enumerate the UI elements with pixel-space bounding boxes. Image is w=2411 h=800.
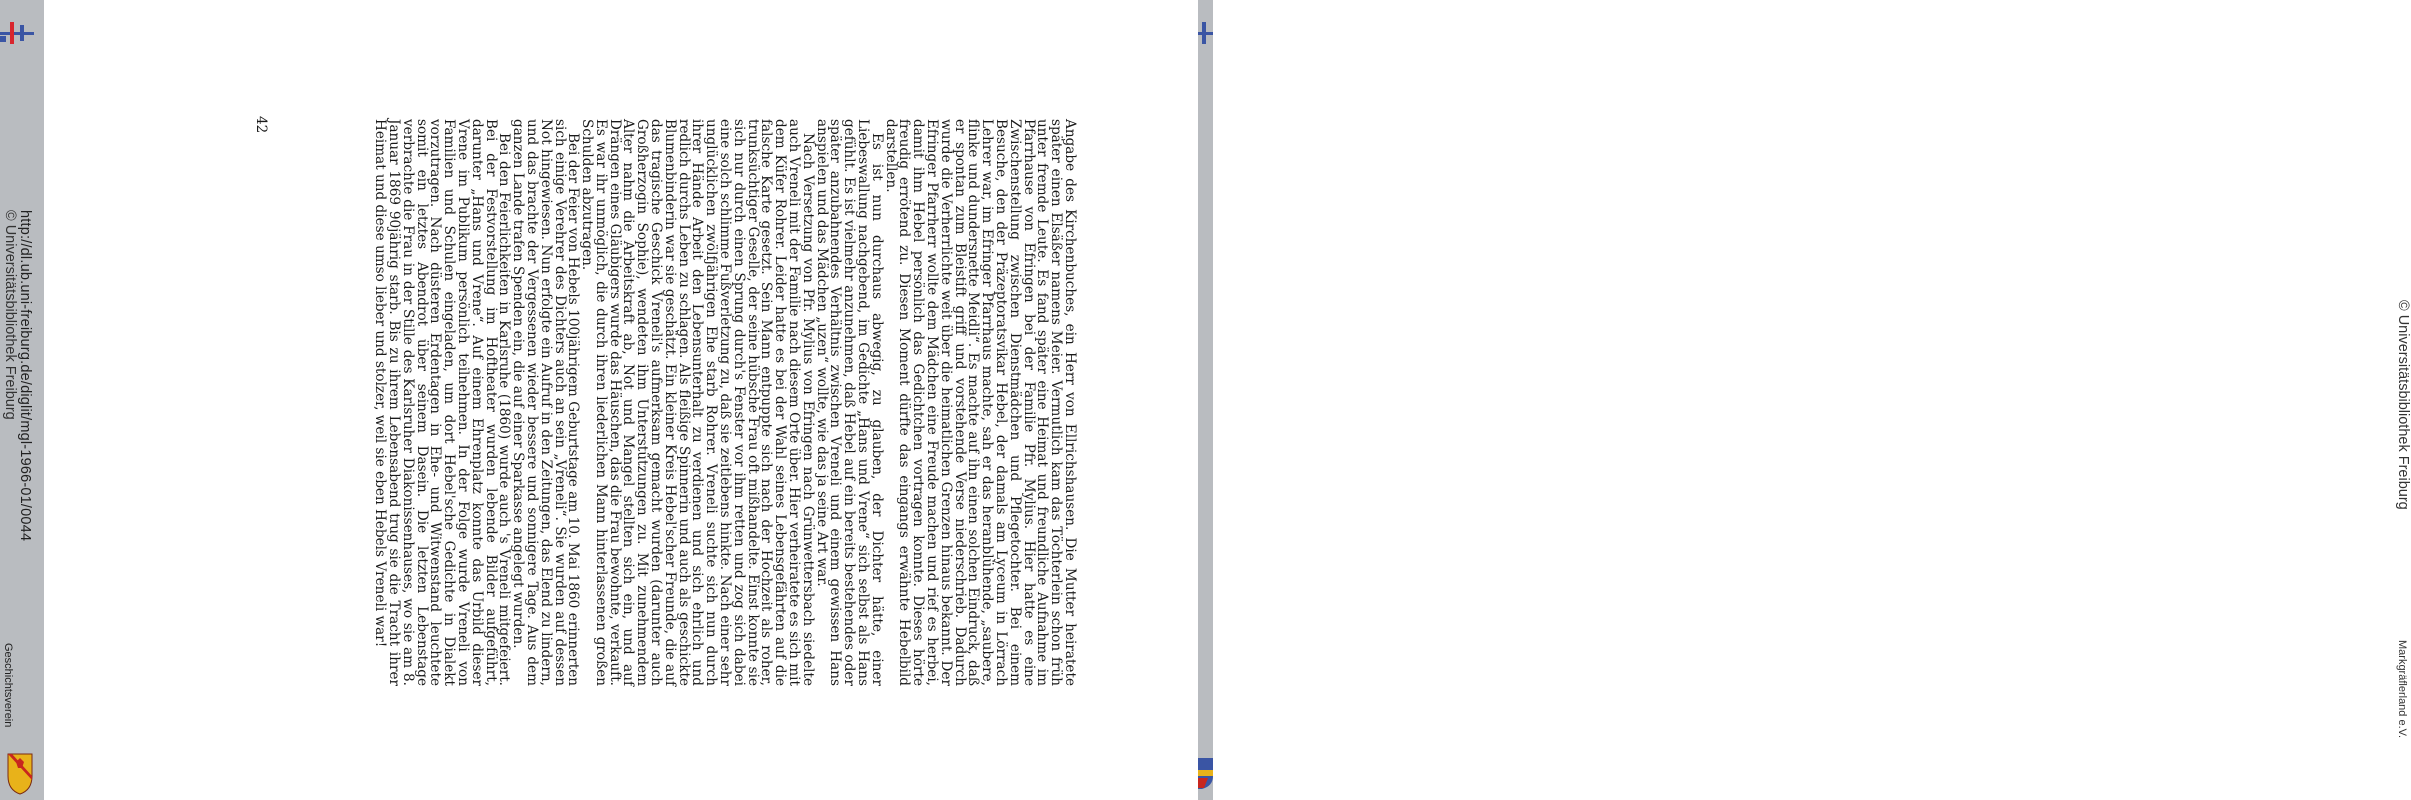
copyright-notice: © Universitätsbibliothek Freiburg bbox=[2, 210, 18, 420]
society-label: Geschichtsverein bbox=[2, 643, 14, 728]
viewer-url[interactable]: http://dl.ub.uni-freiburg.de/diglit/mgl-1966-01/0044 bbox=[17, 210, 33, 542]
right-copyright-notice: © Universitätsbibliothek Freiburg bbox=[2395, 300, 2411, 510]
society-crest-icon bbox=[2, 750, 38, 796]
paragraph: Angabe des Kirchenbuches, ein Herr von Ellrichshausen. Die Mutter heiratete später einen Elsäßer namens Meier. Vermutlich kam das Töchterlein schon früh unter fremde Leute. Es fand später eine Heimat und freundliche Aufnahme im Pfarrhause von Efringen bei der Familie Pfr. Mylius. Hier hatte es eine Zwischenstellung zwischen Dienstmädchen und Pflegetochter. Bei einem Besuche, den der Präzeptoratsvikar Hebel, der damals am Lyceum in Lörrach Lehrer war, im Efringer Pfarrhaus machte, sah er das heranblühende, „saubere, flinke und dundersnette Meidli“. Es machte auf ihn einen solchen Eindruck, daß er spontan zum Bleistift griff und vorstehende Verse niederschrieb. Dadurch wurde die Verherrlichte weit über die heimatlichen Grenzen hinaus bekannt. Der Efringer Pfarrherr wollte dem Mädchen eine Freude machen und rief es herbei, damit ihm Hebel persönlich das Gedichtchen vortragen konnte. Dieses hörte freudig errötend zu. Diesen Moment dürfte das eingangs erwähnte Hebelbild darstellen. bbox=[882, 119, 1078, 686]
paragraph: Bei den Feierlichkeiten in Karlsruhe (1860) wurde auch 's Vreneli mitgefeiert. Bei der Festvorstellung im Hoftheater wurden lebende Bilder aufgeführt, darunter „Hans und Vrene“. Auf einem Ehrenplatz konnte das Urbild dieser Vrene im Publikum persönlich teilnehmen. In der Folge wurde Vreneli von Familien und Schulen eingeladen, um dort Hebel'sche Gedichte in Dialekt vorzutragen. Nach düsteren Erdentagen in Ehe- und Witwenstand leuchtete somit ein letztes Abendrot über seinem Dasein. Die letzten Lebenstage verbrachte die Frau in der Stille des Karlsruher Diakonissenhauses, wo sie am 8. Januar 1869 90jährig starb. Bis zu ihrem Lebensabend trug sie die Tracht ihrer Heimat und diese umso lieber und stolzer, weil sie eben Hebels Vreneli war! bbox=[372, 119, 513, 686]
right-society-label: Markgräflerland e.V. bbox=[2396, 640, 2408, 739]
right-sidebar-band bbox=[1198, 0, 2411, 800]
right-crest-icon bbox=[1198, 756, 1213, 790]
document-page bbox=[44, 0, 1198, 800]
page-number: 42 bbox=[253, 116, 269, 134]
paragraph: Es ist nun durchaus abwegig, zu glauben, der Dichter hätte, einer Liebeswallung nachgebend, im Gedichte „Hans und Vrene“ sich selbst als Hans gefühlt. Es ist vielmehr anzunehmen, daß Hebel auf ein bereits bestehendes oder später anzubahnendes Verhältnis zwischen Vreneli und einem gewissen Hans anspielen und das Mädchen „uzen“ wollte, wie das ja seine Art war. bbox=[813, 119, 885, 686]
ub-freiburg-logo-right-icon bbox=[1198, 22, 1213, 44]
ub-freiburg-logo-icon bbox=[0, 22, 34, 44]
paragraph: Bei der Feier von Hebels 100jährigem Geburtstage am 10. Mai 1860 erinnerten sich einige Verehrer des Dichters auch an sein „Vreneli“. Sie wurden auf dessen Not hingewiesen. Nun erfolgte ein Aufruf in den Zeitungen, das Elend zu lindern, und das brachte der Vergessenen wieder bessere und sonnigere Tage. Aus dem ganzen Lande trafen Spenden ein, die auf einer Sparkasse angelegt wurden. bbox=[510, 119, 582, 686]
page-text-block bbox=[372, 119, 1076, 686]
paragraph: Nach Versetzung von Pfr. Mylius von Efringen nach Grünwettersbach siedelte auch Vreneli mit der Familie nach diesem Orte über. Hier verheiratete es sich mit dem Küfer Rohrer. Leider hatte es bei der Wahl seines Lebensgefährten auf die falsche Karte gesetzt. Sein Mann entpuppte sich nach der Hochzeit als roher, trunksüchtiger Geselle, der seine hübsche Frau oft mißhandelte. Einst konnte sie sich nur durch einen Sprung durch's Fenster vor ihm retten und zog sich dabei eine solch schlimme Fußverletzung zu, daß sie zeitlebens hinkte. Nach einer sehr unglücklichen zwölfjährigen Ehe starb Rohrer. Vreneli suchte sich nun durch ihrer Hände Arbeit den Lebensunterhalt zu verdienen und sich ehrlich und redlich durchs Leben zu schlagen. Als fleißige Spinnerin und auch als geschickte Blumenbinderin war sie geschätzt. Ein kleiner Kreis Hebel'scher Freunde, die auf das tragische Geschick Vreneli's aufmerksam gemacht wurden (darunter auch Großherzogin Sophie), wendeten ihm Unterstützungen zu. Mit zunehmendem Alter nahm die Arbeitskraft ab, Not und Mangel stellten sich ein, und auf Drängen eines Gläubigers wurde das Häuschen, das die Frau bewohnte, verkauft. Es war ihr unmöglich, die durch ihren liederlichen Mann hinterlassenen großen Schulden abzutragen. bbox=[579, 119, 816, 686]
left-sidebar-band bbox=[0, 0, 44, 800]
